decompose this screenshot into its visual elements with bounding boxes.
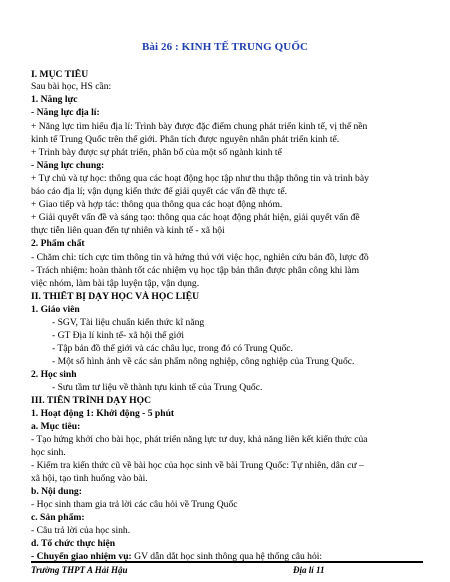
body-text-line: Sau bài học, HS cần:: [31, 81, 112, 92]
section-heading: II. THIẾT BỊ DẠY HỌC VÀ HỌC LIỆU: [31, 291, 200, 302]
section-heading: 2. Học sinh: [31, 369, 77, 380]
body-text-line: việc nhóm, làm bài tập luyện tập, vận dụng.: [31, 278, 200, 289]
section-heading: - Năng lực địa lí:: [31, 107, 100, 118]
section-heading: I. MỤC TIÊU: [31, 69, 89, 80]
section-heading: III. TIẾN TRÌNH DẠY HỌC: [31, 395, 152, 406]
body-text-line: - Tập bản đồ thế giới và các châu lục, trong đó có Trung Quốc.: [52, 343, 293, 354]
inline-bold-label: - Chuyển giao nhiệm vụ:: [31, 551, 132, 562]
body-text-line: - Học sinh tham gia trả lời các câu hỏi về Trung Quốc: [31, 499, 238, 510]
body-text-line: + Giao tiếp và hợp tác: thông qua thông qua các hoạt động nhóm.: [31, 199, 283, 210]
body-text-line: + Tự chủ và tự học: thông qua các hoạt động học tập như thu thập thông tin và trình bày: [31, 173, 369, 184]
lesson-title: Bài 26 : KINH TẾ TRUNG QUỐC: [141, 41, 309, 53]
body-text-line: - GT Địa lí kinh tế- xã hội thế giới: [52, 330, 184, 341]
body-text-line: - SGV, Tài liệu chuẩn kiến thức kĩ năng: [52, 317, 205, 328]
body-text-line: - Sưu tầm tư liệu về thành tựu kinh tế của Trung Quốc.: [52, 382, 263, 393]
body-text-line: + Giải quyết vấn đề và sáng tạo: thông qua các hoạt động phát hiện, giải quyết vấn đề: [31, 212, 360, 223]
body-text-line: - Câu trả lời của học sinh.: [31, 525, 131, 536]
section-heading: 1. Giáo viên: [31, 304, 80, 315]
section-heading: c. Sản phẩm:: [31, 512, 85, 523]
body-text-line: - Kiểm tra kiến thức cũ về bài học của học sinh về bài Trung Quốc: Tự nhiên, dân cư –: [31, 460, 364, 471]
section-heading: 1. Hoạt động 1: Khởi động - 5 phút: [31, 408, 175, 419]
section-heading: 2. Phẩm chất: [31, 238, 85, 249]
section-heading: 1. Năng lực: [31, 94, 78, 105]
body-text-line: - Một số hình ảnh về các sản phẩm nông nghiệp, công nghiệp của Trung Quốc.: [52, 356, 355, 367]
body-text-line: báo cáo địa lí; vận dụng kiến thức để giải quyết các vấn đề thực tế.: [31, 186, 288, 197]
section-heading: b. Nội dung:: [31, 486, 82, 497]
body-text-line: + Năng lực tìm hiểu địa lí: Trình bày được đặc điểm chung phát triển kinh tế, vị thế nền: [31, 121, 368, 132]
section-heading: - Năng lực chung:: [31, 160, 105, 171]
body-text-line: + Trình bày được sự phát triển, phân bố của một số ngành kinh tế: [31, 147, 282, 158]
section-heading: d. Tổ chức thực hiện: [31, 538, 116, 549]
body-text-line: - Chuyển giao nhiệm vụ: GV dẫn dắt học sinh thông qua hệ thống câu hỏi:: [31, 551, 323, 562]
body-text-line: - Trách nhiệm: hoàn thành tốt các nhiệm vụ học tập bản thân được phân công khi làm: [31, 265, 360, 276]
body-text-line: - Chăm chỉ: tích cực tìm thông tin và hứng thú với việc học, nghiên cứu bản đồ, lược đồ: [31, 252, 369, 263]
body-text-line: học sinh.: [31, 447, 66, 458]
body-text-line: kinh tế Trung Quốc trên thế giới. Phân tích được nguyên nhân phát triển kinh tế.: [31, 134, 340, 145]
body-text-line: xã hội, tạo tình huống vào bài.: [31, 473, 148, 484]
body-text-line: thực tiễn liên quan đến tự nhiên và kinh tế - xã hội: [31, 225, 225, 236]
footer-school: Trường THPT A Hải Hậu: [31, 565, 128, 575]
footer-divider: [31, 561, 423, 563]
section-heading: a. Mục tiêu:: [31, 421, 81, 432]
body-text-line: - Tạo hứng khởi cho bài học, phát triển năng lực tư duy, khả năng liên kết kiến thức của: [31, 434, 368, 445]
footer-subject: Địa lí 11: [293, 565, 325, 575]
